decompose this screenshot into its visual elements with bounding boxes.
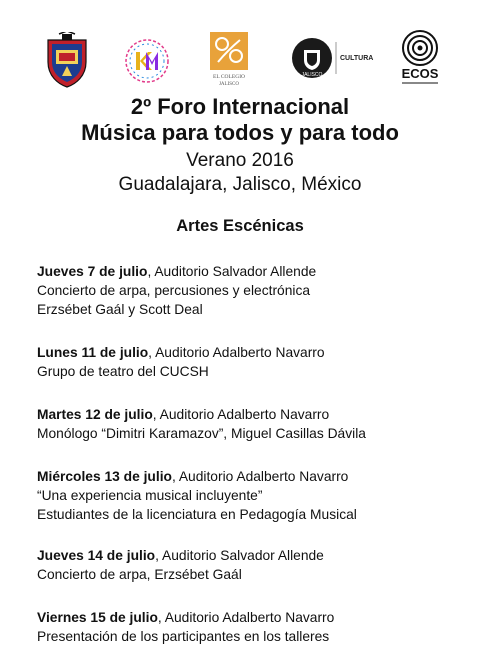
event-description: “Una experiencia musical incluyente” xyxy=(37,488,263,503)
event-date: Jueves 7 de julio xyxy=(37,264,148,279)
section-title: Artes Escénicas xyxy=(176,217,304,235)
event-venue: , Auditorio Adalberto Navarro xyxy=(148,345,325,360)
event-description: Concierto de arpa, percusiones y electrónica xyxy=(37,283,311,298)
jalisco-cultura-logo xyxy=(290,32,380,84)
event-venue: , Auditorio Adalberto Navarro xyxy=(152,407,330,422)
event-header xyxy=(37,467,477,486)
jalisco-text: JALISCO xyxy=(301,72,323,78)
ecos-text: ECOS xyxy=(401,66,439,81)
event-description: Grupo de teatro del CUCSH xyxy=(37,364,209,379)
location-text: Guadalajara, Jalisco, México xyxy=(118,174,362,195)
event-description: Presentación de los participantes en los talleres xyxy=(37,629,330,644)
event-description: Concierto de arpa, Erzsébet Gaál xyxy=(37,567,242,582)
university-shield-logo xyxy=(44,32,90,88)
event-date: Viernes 15 de julio xyxy=(37,610,158,625)
ecos-logo xyxy=(394,28,446,88)
event-item xyxy=(37,467,477,524)
event-date: Jueves 14 de julio xyxy=(37,548,156,563)
event-header xyxy=(37,546,477,565)
event-item xyxy=(37,262,477,319)
event-item xyxy=(37,546,477,584)
event-header xyxy=(37,343,477,362)
event-venue: , Auditorio Salvador Allende xyxy=(155,548,324,563)
colegio-text-1: EL COLEGIO xyxy=(212,74,246,80)
event-description: Erzsébet Gaál y Scott Deal xyxy=(37,302,203,317)
event-venue: , Auditorio Adalberto Navarro xyxy=(157,610,335,625)
event-date: Miércoles 13 de julio xyxy=(37,469,172,484)
event-date: Martes 12 de julio xyxy=(37,407,153,422)
event-item xyxy=(37,405,477,443)
event-list xyxy=(37,262,477,670)
event-description: Monólogo “Dimitri Karamazov”, Miguel Casillas Dávila xyxy=(37,426,366,441)
forum-subtitle: Música para todos y para todo xyxy=(81,120,399,145)
event-item xyxy=(37,608,477,646)
event-description: Estudiantes de la licenciatura en Pedagogía Musical xyxy=(37,507,357,522)
event-date: Lunes 11 de julio xyxy=(37,345,149,360)
el-colegio-jalisco-logo xyxy=(208,30,250,88)
event-header xyxy=(37,405,477,424)
event-item xyxy=(37,343,477,381)
colegio-text-2: JALISCO xyxy=(218,82,240,87)
forum-title: 2º Foro Internacional xyxy=(130,94,350,119)
logo-strip xyxy=(0,26,480,92)
event-header xyxy=(37,608,477,627)
event-header xyxy=(37,262,477,281)
season-text: Verano 2016 xyxy=(186,150,294,171)
km-logo xyxy=(122,36,172,86)
event-venue: , Auditorio Adalberto Navarro xyxy=(171,469,349,484)
event-venue: , Auditorio Salvador Allende xyxy=(147,264,317,279)
cultura-text: CULTURA xyxy=(340,55,374,62)
